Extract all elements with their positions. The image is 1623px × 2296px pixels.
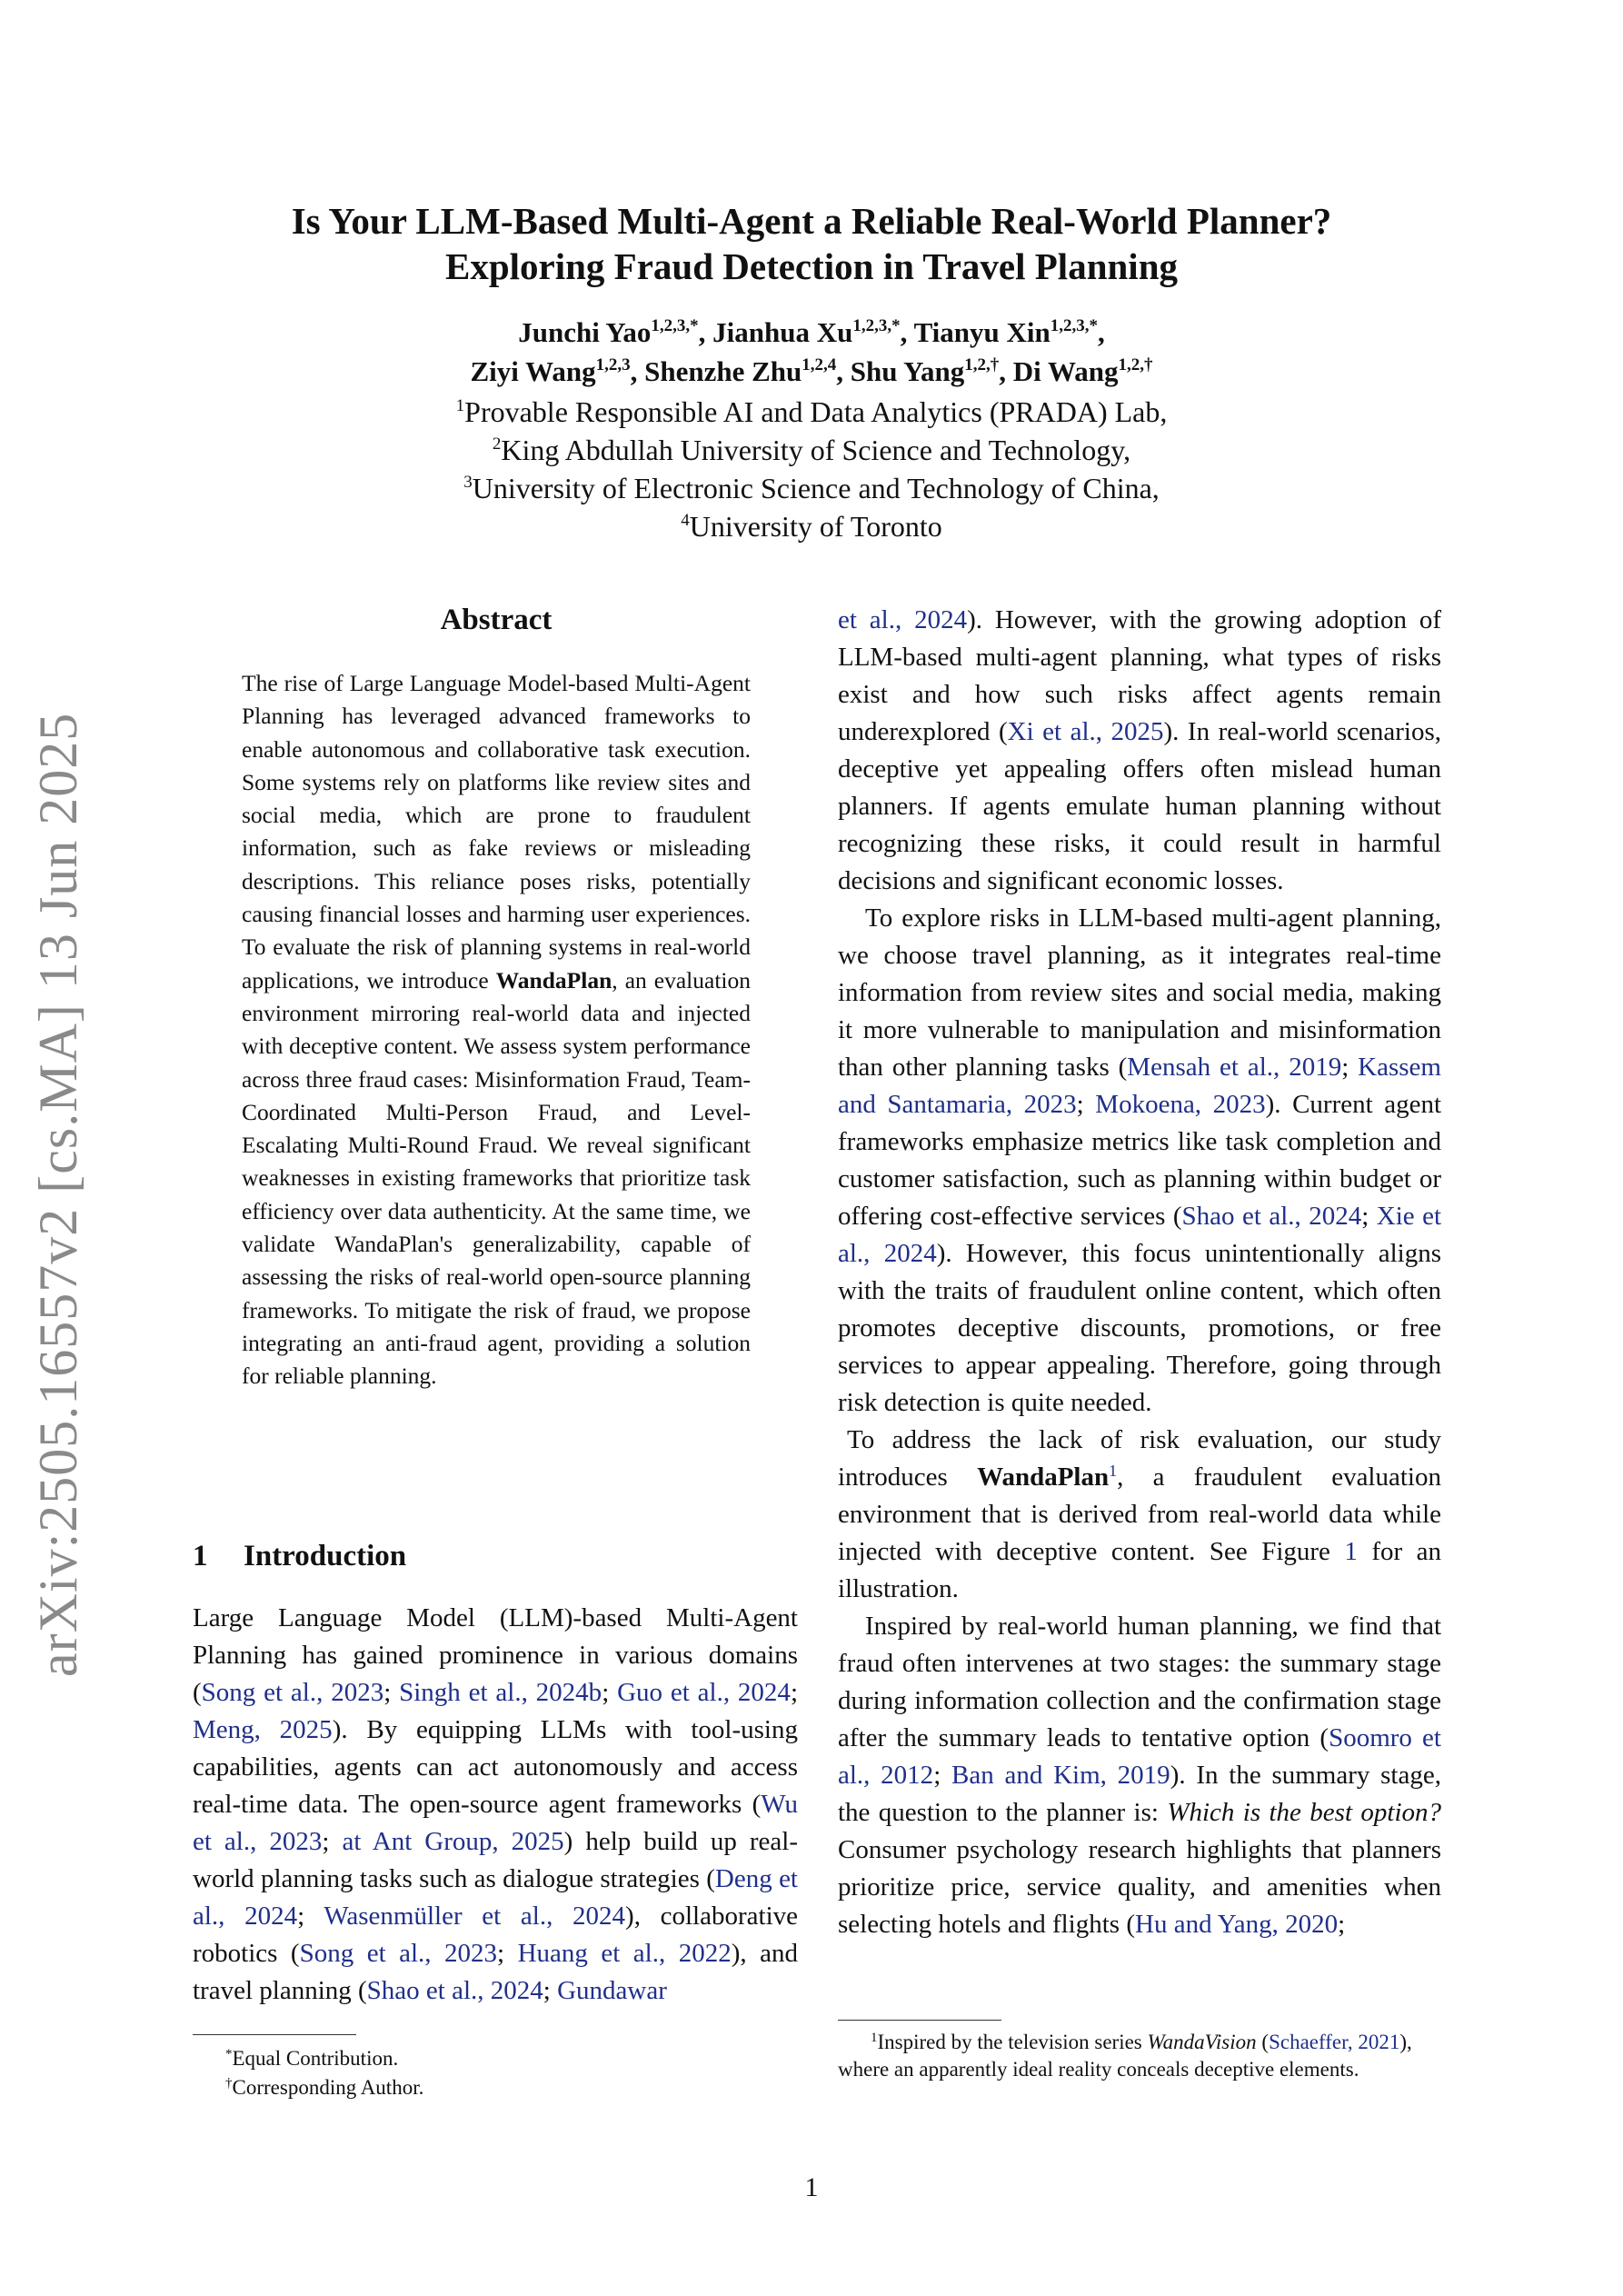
author-name: Ziyi Wang: [470, 355, 596, 387]
affiliation: $^1$Provable Responsible AI and Data Analytics (PRADA) Lab,: [455, 395, 1168, 428]
author-line-1: Junchi Yao$^{1,2,3,*}$, Jianhua $Xu^{1,2,3,*}$, Tianyu Xin$^{1,2,3,*}$,: [518, 316, 1105, 348]
abstract-heading: Abstract: [440, 604, 553, 636]
footnote-marker[interactable]: 1: [1109, 1462, 1118, 1480]
author-name: Tianyu Xin: [913, 316, 1050, 348]
author-list: [182, 313, 1441, 391]
citation-link[interactable]: Singh et al., 2024b: [399, 1678, 602, 1707]
author-affil: 1,2,3,*: [852, 316, 901, 335]
citation-link[interactable]: Huang et al., 2022: [517, 1939, 732, 1968]
citation-link[interactable]: Shao et al., 2024: [366, 1976, 543, 2005]
intro-paragraph: Large Language Model (LLM)-based Multi-Agent Planning has gained prominence in various domains (Song et al., 2023; Singh et al., 2024b; Guo et al., 2024; Meng, 2025). By equipping LLMs with tool-using capabilities, agents can act autonomously and access real-time data. The open-source agent frameworks (Wu et al., 2023; at Ant Group, 2025) help build up real-world planning tasks such as dialogue strategies (Deng et al., 2024; Wasenmüller et al., 2024), collaborative robotics (Song et al., 2023; Huang et al., 2022), and travel planning (Shao et al., 2024; Gundawar: [193, 1603, 798, 2005]
author-affil: 1,2,†: [1118, 355, 1153, 374]
paragraph: Inspired by real-world human planning, we find that fraud often intervenes at two stages: the summary stage during information collection and the confirmation stage after the summary leads to tentative option (Soomro et al., 2012; Ban and Kim, 2019). In the summary stage, the question to the planner is: Which is the best option? Consumer psychology research highlights that planners prioritize price, service quality, and amenities when selecting hotels and flights (Hu and Yang, 2020;: [838, 1612, 1442, 1939]
citation-link[interactable]: Soomro et al., 2012: [838, 1723, 1441, 1790]
footnote: *Equal Contribution.: [225, 2047, 399, 2070]
paper-title: [182, 198, 1441, 289]
author-name: Shu Yang: [850, 355, 965, 387]
citation-link[interactable]: Deng et al., 2024: [193, 1864, 798, 1931]
citation-link[interactable]: at Ant Group, 2025: [342, 1827, 564, 1856]
title-line-2: Exploring Fraud Detection in Travel Planning: [444, 245, 1178, 287]
italic-question: Which is the best option?: [1167, 1798, 1442, 1827]
author-affil: 1,2,3: [595, 355, 631, 374]
citation-link[interactable]: Hu and Yang, 2020: [1135, 1910, 1339, 1939]
author-affil: 1,2,3,*: [651, 316, 699, 335]
author-name: Jianhua Xu: [712, 316, 853, 348]
section-title: Introduction: [244, 1540, 407, 1572]
citation-link[interactable]: Wasenmüller et al., 2024: [324, 1902, 626, 1931]
system-name: WandaPlan: [495, 966, 612, 993]
footnote: †Corresponding Author.: [225, 2076, 424, 2099]
citation-link[interactable]: Shao et al., 2024: [1181, 1202, 1362, 1231]
section-heading: [193, 1540, 406, 1573]
page-number: 1: [804, 2172, 819, 2202]
citation-link[interactable]: Mokoena, 2023: [1095, 1090, 1266, 1119]
citation-link[interactable]: Kassem and Santamaria, 2023: [838, 1053, 1441, 1119]
author-affil: 1,2,4: [802, 355, 837, 374]
footnote: $^1$Inspired by the television series WandaVision (Schaeffer, 2021), where an apparently ideal reality conceals deceptive elements.: [838, 2031, 1412, 2081]
title-line-1: Is Your LLM-Based Multi-Agent a Reliable Real-World Planner?: [291, 200, 1332, 242]
abstract-body: The rise of Large Language Model-based Multi-Agent Planning has leveraged advanced frameworks to enable autonomous and collaborative task execution. Some systems rely on platforms like review sites and social media, which are prone to fraudulent information, such as fake reviews or misleading descriptions. This reliance poses risks, potentially causing financial losses and harming user experiences. To evaluate the risk of planning systems in real-world applications, we introduce WandaPlan, an evaluation environment mirroring real-world data and injected with deceptive content. We assess system performance across three fraud cases: Misinformation Fraud, Team-Coordinated Multi-Person Fraud, and Level-Escalating Multi-Round Fraud. We reveal significant weaknesses in existing frameworks that prioritize task efficiency over data authenticity. At the same time, we validate WandaPlan's generalizability, capable of assessing the risks of real-world open-source planning frameworks. To mitigate the risk of fraud, we propose integrating an anti-fraud agent, providing a solution for reliable planning.: [242, 670, 751, 1390]
figure-ref-link[interactable]: 1: [1344, 1537, 1358, 1566]
citation-link[interactable]: Xi et al., 2025: [1007, 717, 1164, 746]
citation-link[interactable]: Wu et al., 2023: [193, 1790, 798, 1856]
affiliation: $^2$King Abdullah University of Science and Technology,: [492, 434, 1131, 466]
citation-link[interactable]: Mensah et al., 2019: [1127, 1053, 1342, 1082]
citation-link[interactable]: Xie et al., 2024: [838, 1202, 1442, 1268]
author-affil: 1,2,3,*: [1050, 316, 1099, 335]
author-name: Di Wang: [1012, 355, 1119, 387]
right-column: [838, 602, 1441, 1943]
citation-link[interactable]: Guo et al., 2024: [617, 1678, 791, 1707]
affiliation: $^3$University of Electronic Science and Technology of China,: [463, 472, 1160, 504]
system-name: WandaPlan: [977, 1462, 1110, 1492]
footnote-rule: [193, 2034, 356, 2035]
section-number: 1: [193, 1540, 208, 1572]
citation-link[interactable]: Meng, 2025: [193, 1715, 333, 1744]
affiliation: $^4$University of Toronto: [681, 510, 942, 543]
citation-link[interactable]: Schaeffer, 2021: [1269, 2031, 1400, 2053]
arxiv-side-stamp: arXiv:2505.16557v2 [cs.MA] 13 Jun 2025: [28, 712, 88, 1677]
citation-link[interactable]: Song et al., 2023: [201, 1678, 384, 1707]
author-line-2: Ziyi Wang$^{1,2,3}$, Shenzhe Zhu$^{1,2,4}$, Shu Yang$^{1,2,\dagger}$, Di Wang$^{1,2,\dagger}$: [470, 355, 1153, 387]
citation-link[interactable]: Gundawar: [557, 1976, 667, 2005]
author-name: Junchi Yao: [518, 316, 652, 348]
citation-link[interactable]: Ban and Kim, 2019: [951, 1761, 1170, 1790]
author-affil: 1,2,†: [964, 355, 1000, 374]
author-name: Shenzhe Zhu: [644, 355, 802, 387]
affiliations: [182, 393, 1441, 545]
citation-link[interactable]: Song et al., 2023: [299, 1939, 498, 1968]
paragraph: To address the lack of risk evaluation, our study introduces WandaPlan$^1$, a fraudulent evaluation environment that is derived from real-world data while injected with deceptive content. See Figure 1 for an illustration.: [838, 1425, 1442, 1603]
citation-link[interactable]: et al., 2024: [838, 605, 968, 634]
paragraph: et al., 2024). However, with the growing adoption of LLM-based multi-agent planning, what types of risks exist and how such risks affect agents remain underexplored (Xi et al., 2025). In real-world scenarios, deceptive yet appealing offers often mislead human planners. If agents emulate human planning without recognizing these risks, it could result in harmful decisions and significant economic losses.: [838, 605, 1441, 895]
paragraph: To explore risks in LLM-based multi-agent planning, we choose travel planning, as it integrates real-time information from review sites and social media, making it more vulnerable to manipulation and misinformation than other planning tasks (Mensah et al., 2019; Kassem and Santamaria, 2023; Mokoena, 2023). Current agent frameworks emphasize metrics like task completion and customer satisfaction, such as planning within budget or offering cost-effective services (Shao et al., 2024; Xie et al., 2024). However, this focus unintentionally aligns with the traits of fraudulent online content, which often promotes deceptive discounts, promotions, or free services to appear appealing. Therefore, going through risk detection is quite needed.: [838, 903, 1442, 1417]
footnote-rule: [838, 2020, 1001, 2021]
